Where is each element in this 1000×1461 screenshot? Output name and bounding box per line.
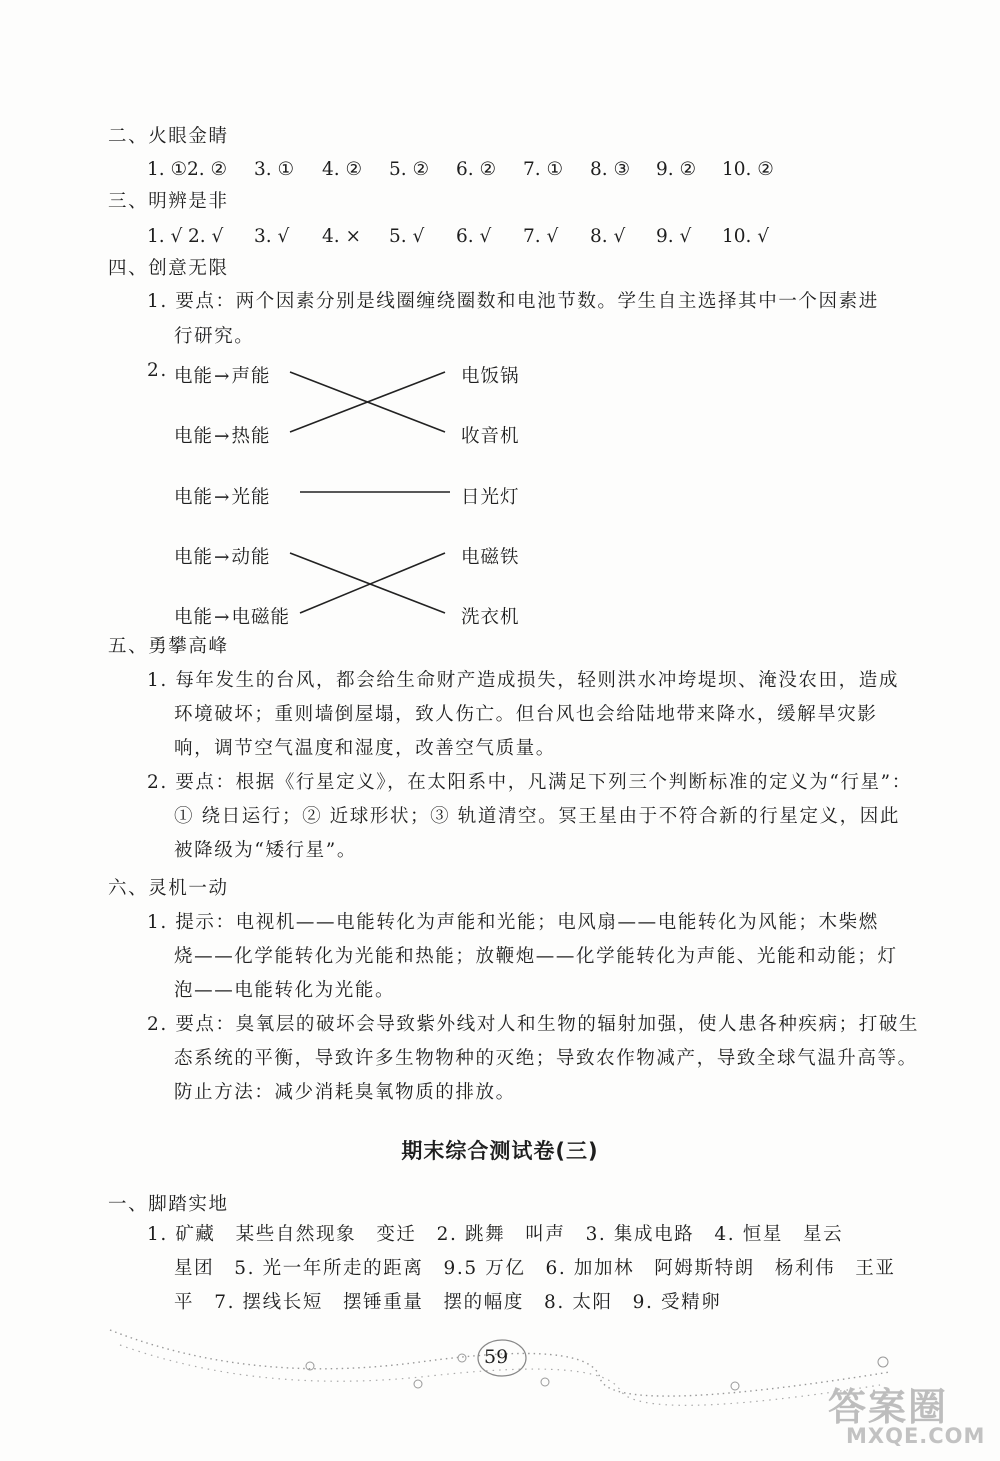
match-left-source: 电能	[174, 547, 214, 568]
match-left-target: 电磁能	[231, 607, 291, 628]
section-4-title: 四、创意无限	[108, 258, 229, 279]
arrow-right-icon: →	[214, 366, 231, 387]
e1-line1: 1. 矿藏 某些自然现象 变迁 2. 跳舞 叫声 3. 集成电路 4. 恒星 星云	[147, 1224, 844, 1245]
match-left-source: 电能	[174, 366, 214, 387]
answer-s3-6: 6. √	[456, 226, 492, 247]
answer-s3-7: 7. √	[523, 226, 559, 247]
section-3-title: 三、明辨是非	[108, 191, 229, 212]
match-left-source: 电能	[174, 426, 214, 447]
match-left-source: 电能	[174, 607, 214, 628]
section-2-title: 二、火眼金睛	[108, 126, 229, 147]
arrow-right-icon: →	[214, 547, 231, 568]
match-left-target: 光能	[231, 487, 271, 508]
watermark-url: MXQE.COM	[846, 1424, 986, 1448]
answer-s3-3: 3. √	[254, 226, 290, 247]
match-right-item-3: 日光灯	[461, 487, 520, 508]
match-right-item-1: 电饭锅	[461, 366, 520, 387]
watermark-logo: 答案圈	[828, 1385, 949, 1429]
answer-s2-6: 6. ②	[456, 159, 497, 180]
section-5-title: 五、勇攀高峰	[108, 636, 229, 657]
answer-s2-9: 9. ②	[656, 159, 697, 180]
answer-s2-5: 5. ②	[389, 159, 430, 180]
match-right-item-2: 收音机	[461, 426, 520, 447]
s6-q2-line2: 态系统的平衡，导致许多生物物种的灭绝；导致农作物减产，导致全球气温升高等。	[174, 1048, 918, 1069]
s4-q2-number: 2.	[147, 360, 168, 381]
answer-s3-4: 4. ×	[322, 226, 362, 247]
section-6-title: 六、灵机一动	[108, 878, 229, 899]
answer-s3-1: 1. √	[147, 226, 183, 247]
page-number: 59	[484, 1346, 509, 1368]
s4-q1-line2: 行研究。	[174, 326, 255, 347]
s5-q2-line1: 2. 要点：根据《行星定义》，在太阳系中，凡满足下列三个判断标准的定义为“行星”：	[147, 772, 912, 793]
answer-s2-8: 8. ③	[590, 159, 631, 180]
match-left-source: 电能	[174, 487, 214, 508]
answer-s2-4: 4. ②	[322, 159, 363, 180]
answer-s2-1: 1. ①	[147, 159, 188, 180]
s5-q2-line2: ① 绕日运行；② 近球形状；③ 轨道清空。冥王星由于不符合新的行星定义，因此	[174, 806, 900, 827]
answer-s3-9: 9. √	[656, 226, 692, 247]
exam-title: 期末综合测试卷(三)	[401, 1139, 599, 1163]
match-right-item-5: 洗衣机	[461, 607, 520, 628]
arrow-right-icon: →	[214, 426, 231, 447]
answer-s3-8: 8. √	[590, 226, 626, 247]
s6-q1-line2: 烧——化学能转化为光能和热能；放鞭炮——化学能转化为声能、光能和动能；灯	[174, 946, 898, 967]
arrow-right-icon: →	[214, 487, 231, 508]
answer-s2-2: 2. ②	[187, 159, 228, 180]
match-right-item-4: 电磁铁	[461, 547, 520, 568]
s4-q1-line1: 1. 要点：两个因素分别是线圈缠绕圈数和电池节数。学生自主选择其中一个因素进	[147, 291, 879, 312]
s6-q2-line3: 防止方法：减少消耗臭氧物质的排放。	[174, 1082, 516, 1103]
s5-q1-line2: 环境破坏；重则墙倒屋塌，致人伤亡。但台风也会给陆地带来降水，缓解旱灾影	[174, 704, 878, 725]
match-left-target: 热能	[231, 426, 271, 447]
answer-s3-5: 5. √	[389, 226, 425, 247]
s5-q1-line3: 响，调节空气温度和湿度，改善空气质量。	[174, 738, 556, 759]
match-left-target: 声能	[231, 366, 271, 387]
s5-q1-line1: 1. 每年发生的台风，都会给生命财产造成损失，轻则洪水冲垮堤坝、淹没农田，造成	[147, 670, 899, 691]
e1-line2: 星团 5. 光一年所走的距离 9.5 万亿 6. 加加林 阿姆斯特朗 杨利伟 王亚	[174, 1258, 896, 1279]
answer-s3-10: 10. √	[722, 226, 770, 247]
s6-q2-line1: 2. 要点：臭氧层的破坏会导致紫外线对人和生物的辐射加强，使人患各种疾病；打破生	[147, 1014, 920, 1035]
e1-line3: 平 7. 摆线长短 摆锤重量 摆的幅度 8. 太阳 9. 受精卵	[174, 1292, 722, 1313]
answer-s2-3: 3. ①	[254, 159, 295, 180]
s5-q2-line3: 被降级为“矮行星”。	[174, 840, 357, 861]
match-left-target: 动能	[231, 547, 271, 568]
answer-s2-10: 10. ②	[722, 159, 774, 180]
answer-s3-2: 2. √	[188, 226, 224, 247]
s6-q1-line1: 1. 提示：电视机——电能转化为声能和光能；电风扇——电能转化为风能；木柴燃	[147, 912, 879, 933]
exam-section-1-title: 一、脚踏实地	[108, 1194, 229, 1215]
arrow-right-icon: →	[214, 607, 231, 628]
answer-s2-7: 7. ①	[523, 159, 564, 180]
s6-q1-line3: 泡——电能转化为光能。	[174, 980, 396, 1001]
